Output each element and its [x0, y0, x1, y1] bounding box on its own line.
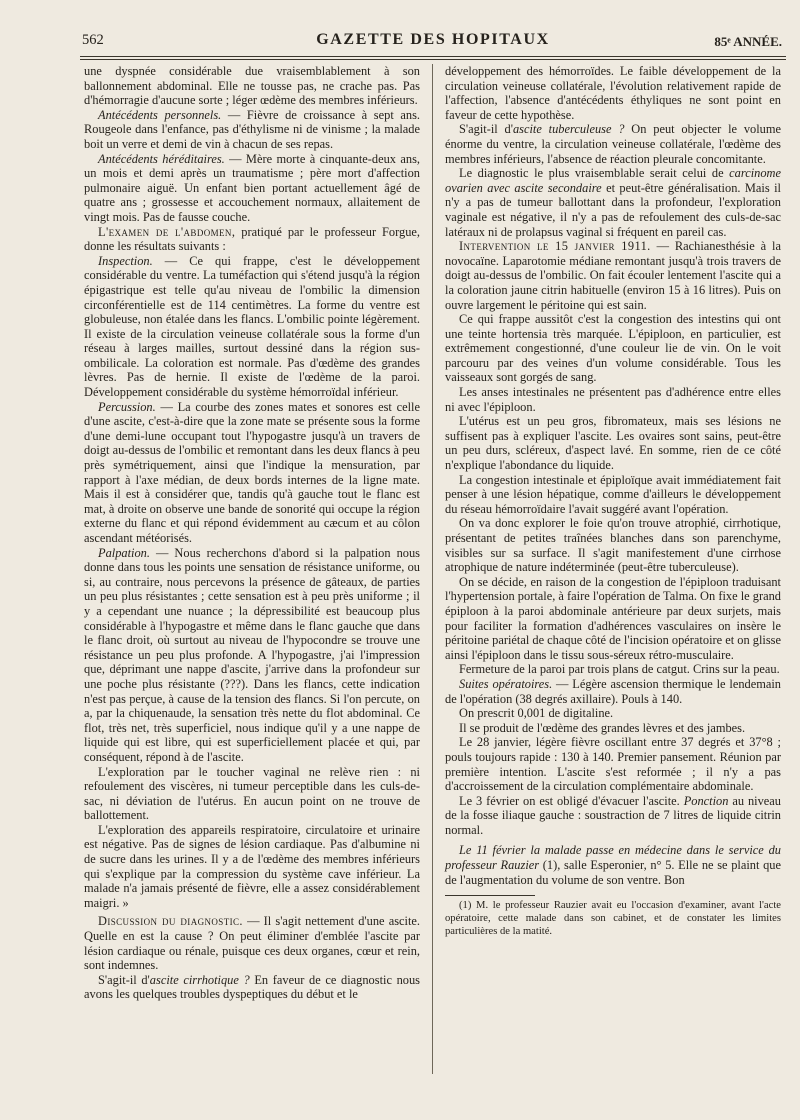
- section-lead: L'examen de l'abdomen,: [98, 224, 236, 239]
- paragraph: développement des hémorroïdes. Le faible développement de la circulation veineuse collatérale, l'évolution relativement rapide de l'affection, l'absence d'antécédents éthyliques ne sont point en faveur de cette hypothèse.: [445, 64, 781, 122]
- footnote: (1) M. le professeur Rauzier avait eu l'occasion d'examiner, avant l'acte opératoire, cette malade dans son cabinet, et de constater les limites particulières de la matité.: [445, 900, 781, 937]
- page-number: 562: [82, 32, 104, 48]
- section-lead: Suites opératoires.: [459, 676, 553, 691]
- section-lead: Palpation.: [98, 545, 150, 560]
- paragraph: L'utérus est un peu gros, fibromateux, mais ses lésions ne suffisent pas à expliquer l'ascite. Les ovaires sont sains, peut-être un peu durs, scléreux, d'aspect lavé. En somme, rien de ce côté n'explique l'abondance du liquide.: [445, 414, 781, 473]
- paragraph: Intervention le 15 janvier 1911. — Rachianesthésie à la novocaïne. Laparotomie médiane remontant jusqu'à trois travers de doigt au-dessus de l'ombilic. On fait écouler lentement l'ascite qui a la coloration jaune citrin habituelle (environ 15 à 16 litres). Puis on ouvre largement le péritoine qui est sain.: [445, 239, 781, 312]
- paragraph: L'exploration par le toucher vaginal ne relève rien : ni refoulement des viscères, ni tumeur perceptible dans les culs-de-sac, ni déviation de l'utérus. En aucun point on ne trouve de ballottement.: [84, 764, 420, 823]
- paragraph: Percussion. — La courbe des zones mates et sonores est celle d'une ascite, c'est-à-dire que la zone mate se présente sous la forme d'une demi-lune occupant tout l'hypogastre jusqu'à un travers de doigt au-dessus de l'ombilic et remontant dans les deux flancs à peu près symétriquement, ainsi que l'indique la mensuration, par rapport à l'axe médian, de deux bords internes de la ligne mate. Mais il est à considérer que, tandis qu'à gauche tout le flanc est mat, à droite on observe une bande de sonorité qui occupe la région externe du flanc et qui répond évidemment au cæcum et au côlon ascendant météorisés.: [84, 399, 420, 545]
- paragraph: S'agit-il d'ascite tuberculeuse ? On peut objecter le volume énorme du ventre, la circulation veineuse collatérale, l'œdème des membres inférieurs, l'absence de réaction pleurale concomitante.: [445, 122, 781, 166]
- paragraph: Les anses intestinales ne présentent pas d'adhérence entre elles ni avec l'épiploon.: [445, 385, 781, 414]
- section-lead: Antécédents héréditaires.: [98, 151, 225, 166]
- section-lead: Intervention le 15 janvier 1911.: [459, 239, 651, 254]
- section-lead: Percussion.: [98, 399, 156, 414]
- right-column: [445, 64, 781, 939]
- paragraph: Le 11 février la malade passe en médecine dans le service du professeur Rauzier (1), salle Esperonier, n° 5. Elle ne se plaint que de l'augmentation du volume de son ventre. Bon: [445, 843, 781, 887]
- section-lead: Antécédents personnels.: [98, 107, 222, 122]
- footnote-rule: [445, 895, 535, 896]
- paragraph: On va donc explorer le foie qu'on trouve atrophié, cirrhotique, présentant de petites traînées blanches dans son parenchyme, visibles sur sa surface. Il s'agit manifestement d'une cirrhose atrophique de nature indéterminée (peut-être tuberculeuse).: [445, 516, 781, 575]
- paragraph: Fermeture de la paroi par trois plans de catgut. Crins sur la peau.: [459, 662, 780, 677]
- paragraph: L'examen de l'abdomen, pratiqué par le professeur Forgue, donne les résultats suivants :: [84, 224, 421, 254]
- paragraph: La congestion intestinale et épiploïque avait immédiatement fait penser à une lésion hépatique, comme d'ailleurs le développement du réseau hémorroïdaire l'avait suggéré avant l'opération.: [445, 472, 781, 516]
- paragraph: Suites opératoires. — Légère ascension thermique le lendemain de l'opération (38 degrés axillaire). Pouls à 140.: [445, 676, 781, 706]
- page-header: [80, 28, 786, 58]
- paragraph: Inspection. — Ce qui frappe, c'est le développement considérable du ventre. La tuméfaction qui s'étend jusqu'à la région épigastrique est telle qu'au niveau de l'ombilic la dimension circonférentielle est de 114 centimètres. La forme du ventre est globuleuse, non étalée dans les flancs. L'ombilic pointe légèrement. Il existe de la circulation veineuse collatérale sous la forme d'un réseau à larges mailles, surtout dessiné dans la région sus-ombilicale. La coloration est normale. Pas d'œdème des grandes lèvres. Pas de hernie. Il existe de l'œdème de la paroi. Développement considérable du système hémorroïdal inférieur.: [84, 253, 420, 400]
- paragraph: Il se produit de l'œdème des grandes lèvres et des jambes.: [459, 720, 746, 735]
- paragraph: Le diagnostic le plus vraisemblable serait celui de carcinome ovarien avec ascite secondaire et peut-être généralisation. Mais il n'y a pas de tumeur ballottant dans la profondeur, l'exploration vaginale est négative, il n'y a pas de refoulement des culs-de-sac latéraux ni de prolapsus vaginal si fréquent en pareil cas.: [445, 166, 781, 239]
- paragraph: Ce qui frappe aussitôt c'est la congestion des intestins qui ont une teinte hortensia très marquée. L'épiploon, en particulier, est extrêmement congestionné, d'une couleur lie de vin. On le voit parcouru par des veines d'un volume considérable. Tous les vaisseaux sont gorgés de sang.: [445, 312, 781, 385]
- column-divider: [432, 64, 433, 1074]
- header-rule-double: [80, 59, 786, 60]
- left-column: [84, 64, 420, 1002]
- paragraph: une dyspnée considérable due vraisemblablement à son ballonnement abdominal. Elle ne tousse pas, ne crache pas. Pas d'hémorragie d'aucune sorte ; léger œdème des membres inférieurs.: [84, 64, 420, 108]
- section-lead: Discussion du diagnostic.: [98, 914, 243, 929]
- header-rule: [80, 56, 786, 57]
- year-label: 85ᵉ ANNÉE.: [714, 34, 782, 49]
- paragraph: On se décide, en raison de la congestion de l'épiploon traduisant l'hypertension portale, à faire l'opération de Talma. On fixe le grand épiploon à la paroi abdominale antérieure par deux surjets, mais pour faciliter la formation d'adhérences vasculaires on insère le péritoine pariétal de chaque côté de l'incision opératoire et on glisse ainsi l'épiploon dans le tissu sous-séreux rétro-musculaire.: [445, 574, 781, 662]
- paragraph: Palpation. — Nous recherchons d'abord si la palpation nous donne dans tous les points une sensation de résistance uniforme, ou si, au contraire, nous percevons la présence de gâteaux, de parties un peu plus résistantes ; cette sensation est à peu près uniforme ; il y a cependant une nuance ; la dépressibilité est beaucoup plus considérable à l'hypogastre et même dans le flanc gauche que dans le flanc droit, où surtout au niveau de l'hypocondre se trouve une résistance un peu plus profonde. A l'hypogastre, j'ai l'impression que, déprimant une nappe d'ascite, j'arrive dans la profondeur sur une poche plus résistante (???). Dans les flancs, cette indication n'est pas perçue, à cause de la tension des flancs. Si l'on percute, on a, par la chiquenaude, la sensation très nette du flot abdominal. Ce flot, très net, très superficiel, nous indique qu'il y a une nappe de liquide qui est libre, qui est superficiellement placée et qui, par conséquent, répond à de l'ascite.: [84, 545, 420, 764]
- paragraph: Le 3 février on est obligé d'évacuer l'ascite. Ponction au niveau de la fosse iliaque gauche : soustraction de 7 litres de liquide citrin normal.: [445, 793, 781, 837]
- journal-title: GAZETTE DES HOPITAUX: [316, 31, 550, 48]
- paragraph: L'exploration des appareils respiratoire, circulatoire et urinaire est négative. Pas de signes de lésion cardiaque. Pas d'albumine ni de sucre dans les urines. Il y a de l'œdème des membres inférieurs qui s'explique par la compression du système cave inférieur. La malade n'a jamais présenté de fièvre, elle a assez considérablement maigri. »: [84, 822, 420, 910]
- paragraph: On prescrit 0,001 de digitaline.: [459, 706, 614, 721]
- section-lead: Inspection.: [98, 253, 153, 268]
- paragraph: Discussion du diagnostic. — Il s'agit nettement d'une ascite. Quelle en est la cause ? On peut éliminer d'emblée l'ascite par lésion cardiaque ou rénale, puisque ces deux organes, cœur et rein, sont indemnes.: [84, 914, 421, 973]
- paragraph: Antécédents héréditaires. — Mère morte à cinquante-deux ans, un mois et demi après un traumatisme ; père mort d'affection pulmonaire aiguë. Un enfant bien portant actuellement âgé de quatre ans ; grossesse et accouchement normaux, allaitement de vingt mois. Pas de fausse couche.: [84, 151, 420, 224]
- paragraph: Le 28 janvier, légère fièvre oscillant entre 37 degrés et 37°8 ; pouls toujours rapide : 130 à 140. Premier pansement. Réunion par première intention. L'ascite s'est reformée ; il n'y a pas d'accroissement de la circulation complémentaire abdominale.: [445, 735, 781, 794]
- paragraph: S'agit-il d'ascite cirrhotique ? En faveur de ce diagnostic nous avons les quelques troubles dyspeptiques du début et le: [84, 972, 421, 1002]
- paragraph: Antécédents personnels. — Fièvre de croissance à sept ans. Rougeole dans l'enfance, pas d'éthylisme ni de vinisme ; la malade boit un verre et demi de vin à chacun de ses repas.: [84, 107, 420, 151]
